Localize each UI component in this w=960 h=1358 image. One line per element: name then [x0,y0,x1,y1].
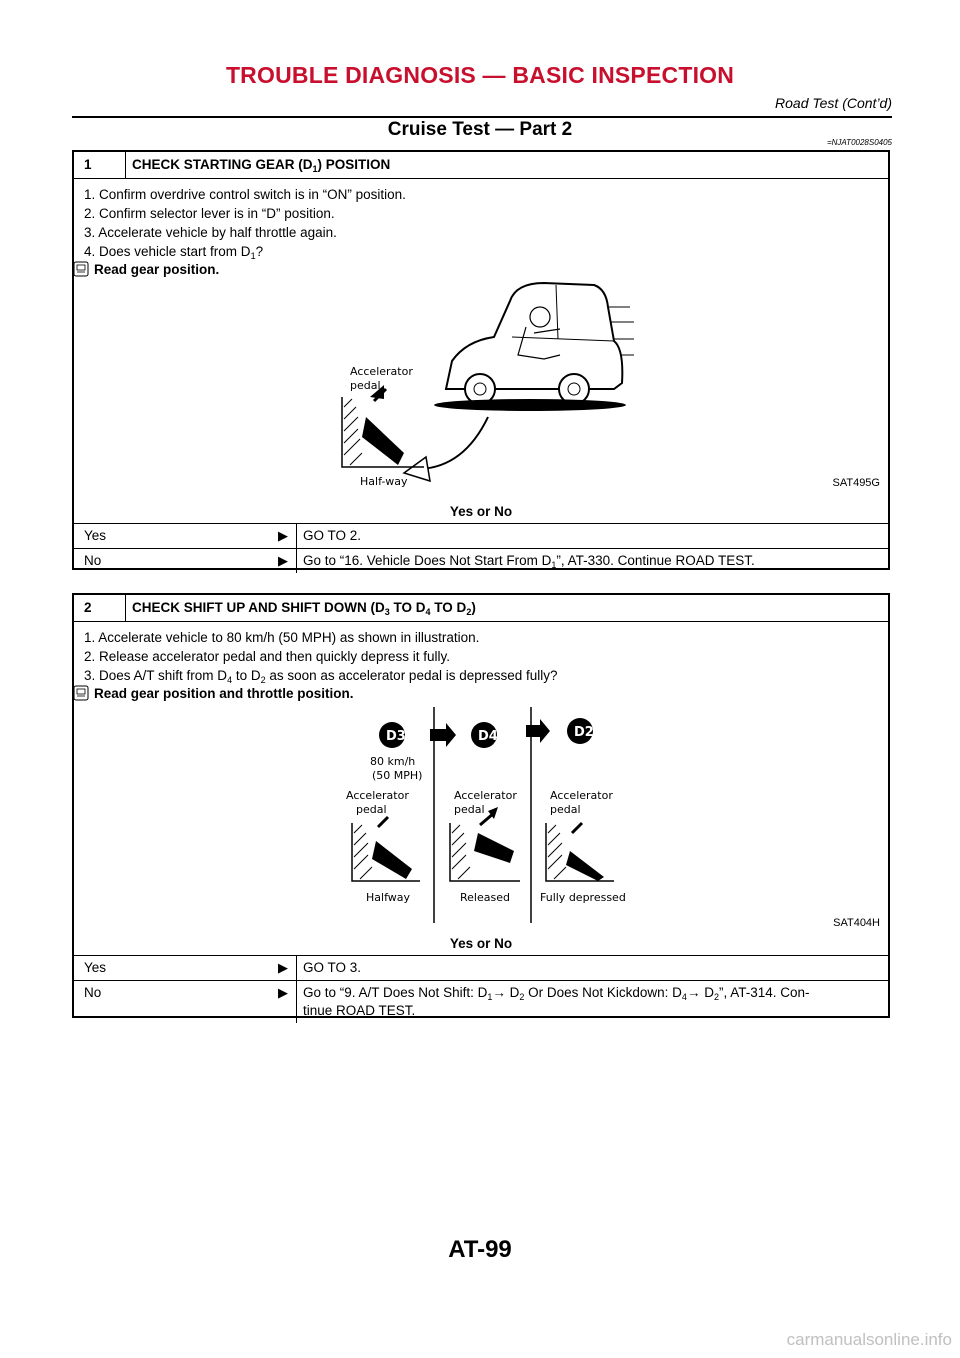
step-1-number: 1 [74,152,126,178]
page-number: AT-99 [448,1236,512,1263]
section-code: =NJAT0028S0405 [826,138,892,147]
figure-code-sat404h: SAT404H [833,917,880,929]
step-2-header [74,595,888,622]
step-1-no-label: No [84,553,102,568]
step-1-instructions [74,179,888,261]
step-1-header [74,152,888,179]
step-1-yes-arrow-icon: ▶ [278,528,288,543]
step-2-read-line [64,685,888,701]
speed-kmh-label: 80 km/h [370,755,416,768]
car-accelerating-illustration [74,277,888,501]
step-2-no-arrow-icon: ▶ [278,985,288,1000]
step-2-box [72,593,890,1018]
step-1-line-4: 4. Does vehicle start from $D_1$? [84,244,264,261]
pedal-label-2: pedal [454,803,485,816]
step-1-line-2: 2. Confirm selector lever is in “D” position. [84,206,335,221]
pedal-label: pedal [350,379,381,392]
page-header-subtitle: Road Test (Cont’d) [775,95,892,111]
step-1-read-line [64,261,888,277]
step-2-line-3: 3. Does A/T shift from $D_4$ to $D_2$ as soon as accelerator pedal is depressed fully? [84,668,558,685]
step-1-box [72,150,890,570]
step-2-line-2: 2. Release accelerator pedal and then quickly depress it fully. [84,649,450,664]
released-label: Released [460,891,510,904]
step-1-line-1: 1. Confirm overdrive control switch is in “ON” position. [84,187,406,202]
step-2-yes-arrow-icon: ▶ [278,960,288,975]
shift-sequence-illustration [74,701,888,933]
step-2-no-row [74,981,888,1023]
speed-mph-label: (50 MPH) [372,769,423,782]
fully-depressed-label: Fully depressed [540,891,626,904]
step-2-title: CHECK SHIFT UP AND SHIFT DOWN ($D_3$ TO $D_4$ TO $D_2$) [132,600,476,617]
gear-d3-badge: D3 [386,729,406,744]
accelerator-label: Accelerator [350,365,413,378]
pedal-label-1: pedal [356,803,387,816]
step-1-figure [74,277,888,501]
pedal-label-3: pedal [550,803,581,816]
step-2-instructions [74,622,888,685]
step-1-no-row [74,549,888,573]
halfway-label: Half-way [360,475,408,488]
gear-d4-badge: D4 [478,729,498,744]
accelerator-label-2: Accelerator [454,789,517,802]
step-1-yes-label: Yes [84,528,107,543]
step-1-no-action[interactable]: Go to “16. Vehicle Does Not Start From $D_1$”, AT-330. Continue ROAD TEST. [296,549,888,573]
step-1-yes-or-no: Yes or No [74,501,888,524]
gear-d2-badge: D2 [574,725,594,740]
accelerator-label-3: Accelerator [550,789,613,802]
step-2-yes-action[interactable]: GO TO 3. [296,956,888,980]
accelerator-label-1: Accelerator [346,789,409,802]
step-1-yes-row [74,524,888,549]
step-2-yes-label: Yes [84,960,107,975]
consult-tester-icon [72,261,90,277]
header-divider [72,116,892,118]
step-1-no-arrow-icon: ▶ [278,553,288,568]
section-title: Cruise Test — Part 2 [387,119,573,140]
step-2-yes-or-no: Yes or No [74,933,888,956]
halfway-label: Halfway [366,891,410,904]
step-2-no-action[interactable]: Go to “9. A/T Does Not Shift: $D_1\to D_2$ Or Does Not Kickdown: $D_4\to D_2$”, AT-314. Con- tinue ROAD TEST. [296,981,888,1023]
step-1-line-3: 3. Accelerate vehicle by half throttle again. [84,225,337,240]
step-2-read-text: Read gear position and throttle position. [94,685,354,701]
step-2-line-1: 1. Accelerate vehicle to 80 km/h (50 MPH) as shown in illustration. [84,630,480,645]
step-1-read-text: Read gear position. [94,261,220,277]
step-2-no-label: No [84,985,102,1000]
figure-code-sat495g: SAT495G [832,477,880,489]
consult-tester-icon [72,685,90,701]
step-2-number: 2 [74,595,126,621]
step-1-yes-action[interactable]: GO TO 2. [296,524,888,548]
page-header-title: TROUBLE DIAGNOSIS — BASIC INSPECTION [225,62,735,88]
watermark: carmanualsonline.info [786,1330,952,1349]
step-2-figure [74,701,888,933]
step-1-title: CHECK STARTING GEAR $(D_1)$ POSITION [132,157,391,174]
step-2-yes-row [74,956,888,981]
